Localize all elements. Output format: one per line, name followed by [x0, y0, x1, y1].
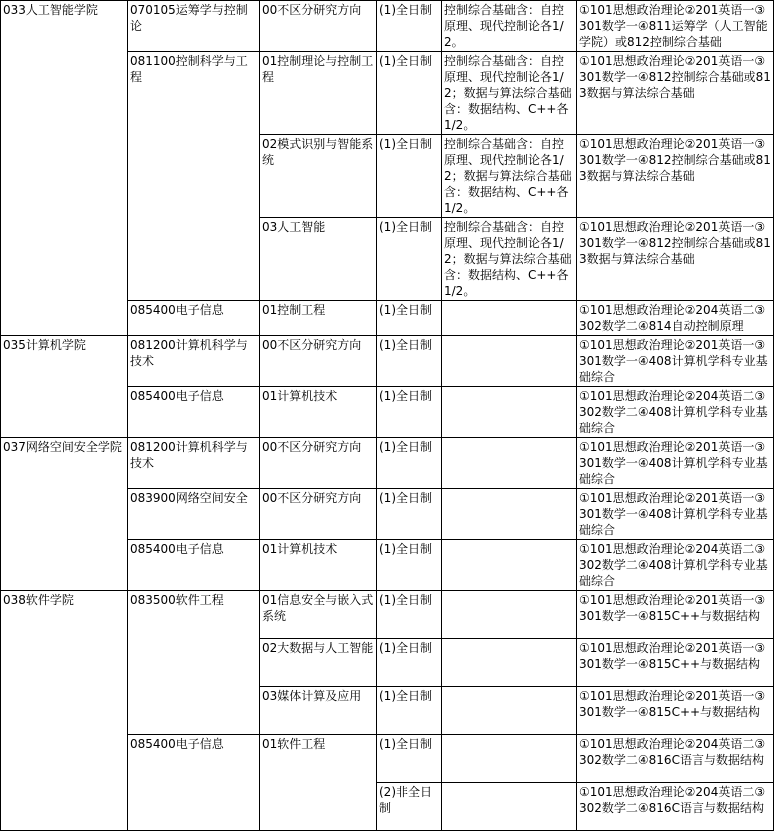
- retest-subject-cell: [442, 301, 577, 336]
- college-cell: 033人工智能学院: [1, 1, 128, 336]
- major-cell: 085400电子信息: [128, 301, 260, 336]
- study-mode-cell: (1)全日制: [377, 52, 442, 135]
- study-mode-cell: (1)全日制: [377, 735, 442, 783]
- retest-subject-cell: [442, 783, 577, 831]
- direction-cell: 01信息安全与嵌入式系统: [260, 591, 377, 639]
- exam-subjects-cell: ①101思想政治理论②204英语二③302数学二④814自动控制原理: [577, 301, 774, 336]
- exam-subjects-cell: ①101思想政治理论②204英语二③302数学二④408计算机学科专业基础综合: [577, 387, 774, 438]
- major-cell: 081100控制科学与工程: [128, 52, 260, 301]
- direction-cell: 01控制理论与控制工程: [260, 52, 377, 135]
- study-mode-cell: (1)全日制: [377, 489, 442, 540]
- major-cell: 083500软件工程: [128, 591, 260, 735]
- college-cell: 035计算机学院: [1, 336, 128, 438]
- study-mode-cell: (1)全日制: [377, 687, 442, 735]
- retest-subject-cell: [442, 387, 577, 438]
- exam-subjects-cell: ①101思想政治理论②201英语一③301数学一④812控制综合基础或813数据与算法综合基础: [577, 135, 774, 218]
- major-cell: 085400电子信息: [128, 387, 260, 438]
- direction-cell: 01计算机技术: [260, 540, 377, 591]
- exam-subjects-cell: ①101思想政治理论②204英语二③302数学二④408计算机学科专业基础综合: [577, 540, 774, 591]
- study-mode-cell: (1)全日制: [377, 387, 442, 438]
- direction-cell: 02模式识别与智能系统: [260, 135, 377, 218]
- study-mode-cell: (2)非全日制: [377, 783, 442, 831]
- direction-cell: 00不区分研究方向: [260, 489, 377, 540]
- exam-subjects-cell: ①101思想政治理论②201英语一③301数学一④815C++与数据结构: [577, 639, 774, 687]
- exam-subjects-cell: ①101思想政治理论②201英语一③301数学一④811运筹学（人工智能学院）或812控制综合基础: [577, 1, 774, 52]
- study-mode-cell: (1)全日制: [377, 591, 442, 639]
- direction-cell: 02大数据与人工智能: [260, 639, 377, 687]
- study-mode-cell: (1)全日制: [377, 218, 442, 301]
- exam-subjects-cell: ①101思想政治理论②201英语一③301数学一④812控制综合基础或813数据与算法综合基础: [577, 218, 774, 301]
- retest-subject-cell: [442, 489, 577, 540]
- retest-subject-cell: 控制综合基础含：自控原理、现代控制论各1/2；数据与算法综合基础含：数据结构、C++各1/2。: [442, 218, 577, 301]
- study-mode-cell: (1)全日制: [377, 135, 442, 218]
- exam-subjects-cell: ①101思想政治理论②201英语一③301数学一④815C++与数据结构: [577, 591, 774, 639]
- table-row: [1, 1, 774, 52]
- direction-cell: 01控制工程: [260, 301, 377, 336]
- retest-subject-cell: [442, 336, 577, 387]
- exam-subjects-cell: ①101思想政治理论②201英语一③301数学一④815C++与数据结构: [577, 687, 774, 735]
- direction-cell: 00不区分研究方向: [260, 1, 377, 52]
- direction-cell: 03媒体计算及应用: [260, 687, 377, 735]
- table-row: [1, 591, 774, 639]
- exam-subjects-cell: ①101思想政治理论②201英语一③301数学一④408计算机学科专业基础综合: [577, 438, 774, 489]
- direction-cell: 00不区分研究方向: [260, 438, 377, 489]
- direction-cell: 00不区分研究方向: [260, 336, 377, 387]
- study-mode-cell: (1)全日制: [377, 336, 442, 387]
- table-row: [1, 438, 774, 489]
- direction-cell: 03人工智能: [260, 218, 377, 301]
- exam-subjects-cell: ①101思想政治理论②201英语一③301数学一④812控制综合基础或813数据与算法综合基础: [577, 52, 774, 135]
- retest-subject-cell: 控制综合基础含：自控原理、现代控制论各1/2；数据与算法综合基础含：数据结构、C++各1/2。: [442, 135, 577, 218]
- major-cell: 081200计算机科学与技术: [128, 336, 260, 387]
- table-row: [1, 336, 774, 387]
- study-mode-cell: (1)全日制: [377, 639, 442, 687]
- retest-subject-cell: 控制综合基础含：自控原理、现代控制论各1/2。: [442, 1, 577, 52]
- study-mode-cell: (1)全日制: [377, 1, 442, 52]
- direction-cell: 01计算机技术: [260, 387, 377, 438]
- study-mode-cell: (1)全日制: [377, 540, 442, 591]
- exam-subjects-cell: ①101思想政治理论②204英语二③302数学二④816C语言与数据结构: [577, 783, 774, 831]
- retest-subject-cell: [442, 639, 577, 687]
- retest-subject-cell: [442, 438, 577, 489]
- major-cell: 081200计算机科学与技术: [128, 438, 260, 489]
- retest-subject-cell: 控制综合基础含：自控原理、现代控制论各1/2；数据与算法综合基础含：数据结构、C++各1/2。: [442, 52, 577, 135]
- retest-subject-cell: [442, 591, 577, 639]
- exam-subjects-cell: ①101思想政治理论②201英语一③301数学一④408计算机学科专业基础综合: [577, 336, 774, 387]
- major-cell: 085400电子信息: [128, 540, 260, 591]
- college-cell: 038软件学院: [1, 591, 128, 831]
- exam-subjects-cell: ①101思想政治理论②201英语一③301数学一④408计算机学科专业基础综合: [577, 489, 774, 540]
- study-mode-cell: (1)全日制: [377, 438, 442, 489]
- major-cell: 070105运筹学与控制论: [128, 1, 260, 52]
- exam-subjects-cell: ①101思想政治理论②204英语二③302数学二④816C语言与数据结构: [577, 735, 774, 783]
- college-cell: 037网络空间安全学院: [1, 438, 128, 591]
- major-cell: 085400电子信息: [128, 735, 260, 831]
- retest-subject-cell: [442, 735, 577, 783]
- study-mode-cell: (1)全日制: [377, 301, 442, 336]
- major-cell: 083900网络空间安全: [128, 489, 260, 540]
- retest-subject-cell: [442, 540, 577, 591]
- retest-subject-cell: [442, 687, 577, 735]
- direction-cell: 01软件工程: [260, 735, 377, 831]
